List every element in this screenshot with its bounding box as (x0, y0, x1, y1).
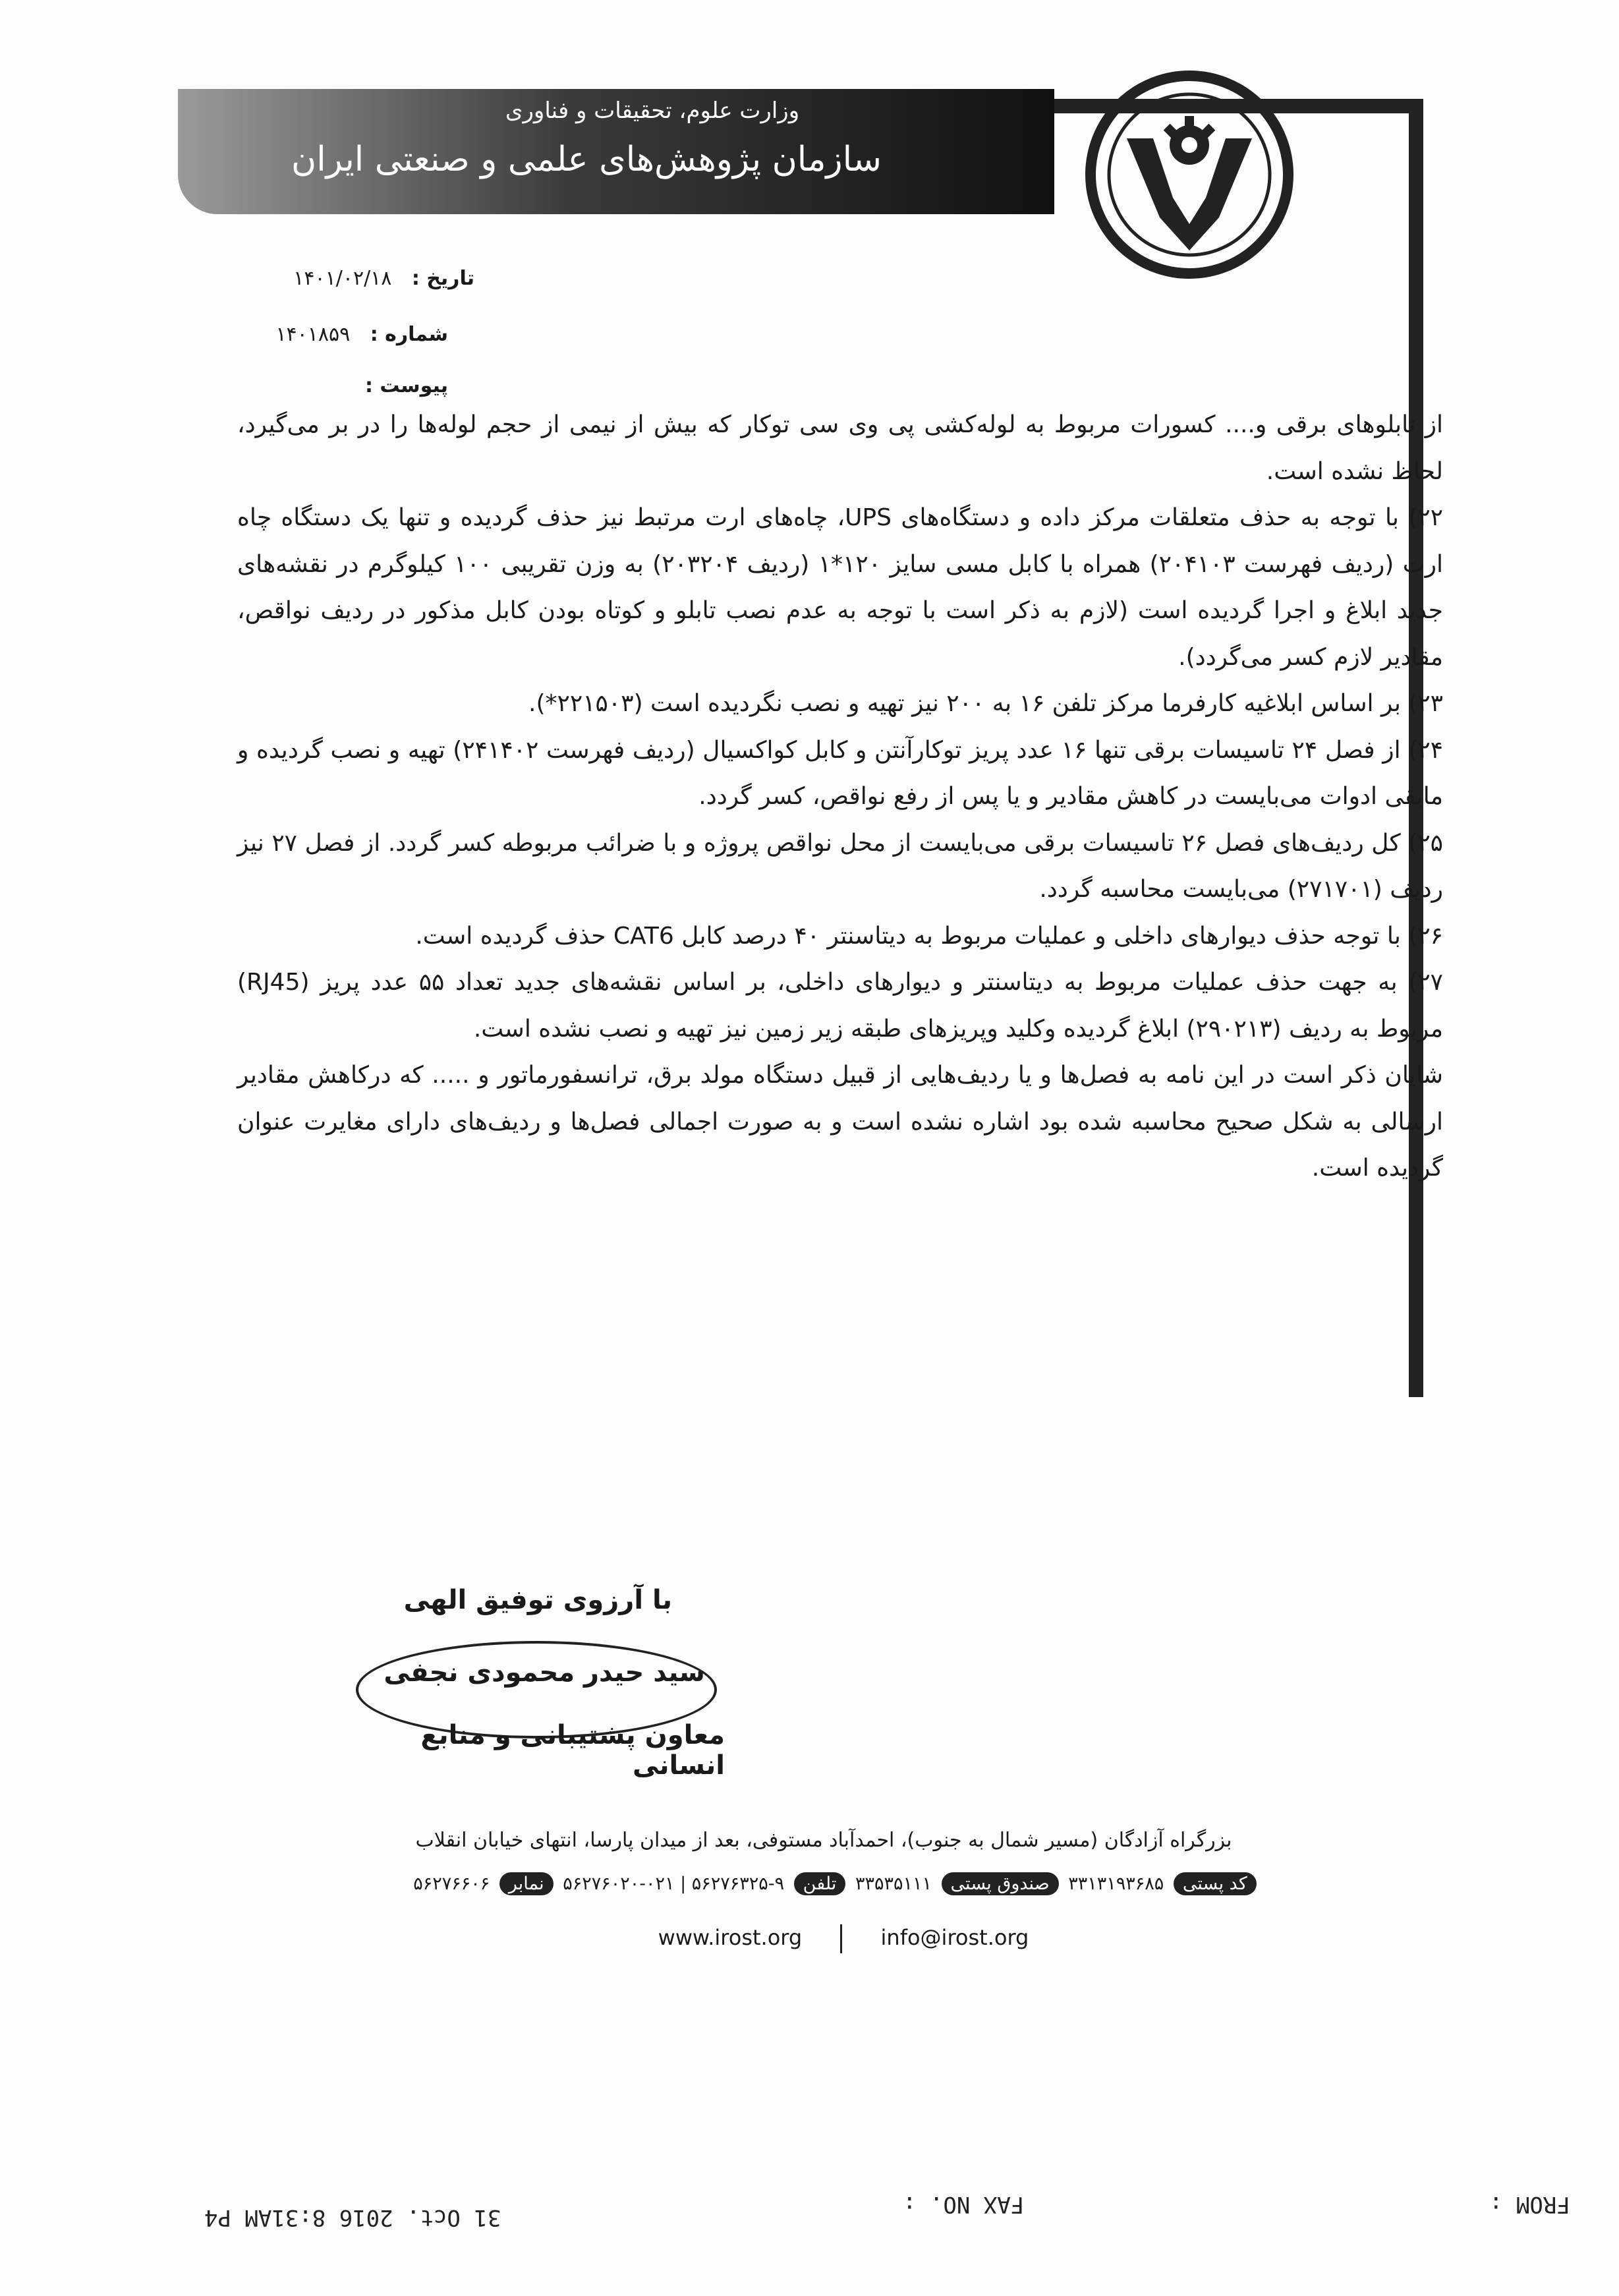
letter-body (237, 402, 1443, 1265)
irost-logo (1081, 66, 1298, 283)
closing-text: با آرزوی توفیق الهی (403, 1585, 672, 1615)
body-paragraph: ۲۳) بر اساس ابلاغیه کارفرما مرکز تلفن ۱۶ به ۲۰۰ نیز تهیه و نصب نگردیده است (۲۲۱۵۰۳*). (528, 690, 1443, 717)
fax-value: ۵۶۲۷۶۶۰۶ (413, 1874, 490, 1894)
body-paragraph: ۲۲) با توجه به حذف متعلقات مرکز داده و دستگاه‌های UPS، چاه‌های ارت مرتبط نیز حذف گردیده و تنها یک دستگاه چاه ارت (ردیف فهرست ۲۰۴۱۰۳) همراه با کابل مسی سایز ۱۲۰*۱ (ردیف ۲۰۳۲۰۴) به وزن تقریبی ۱۰۰ کیلوگرم در نقشه‌های جدید ابلاغ و اجرا گردیده است (لازم به ذکر است با توجه به عدم نصب تابلو و کوتاه بودن کابل مذکور در ردیف نواقص، مقادیر لازم کسر می‌گردد). (237, 504, 1444, 671)
body-paragraph: شایان ذکر است در این نامه به فصل‌ها و یا ردیف‌هایی از قبیل دستگاه مولد برق، ترانسفورماتور و ..... که درکاهش مقادیر ارسالی به شکل صحیح محاسبه شده بود اشاره نشده است و به صورت اجمالی فصل‌ها و ردیف‌های دارای مغایرت عنوان گردیده است. (237, 1062, 1443, 1182)
body-paragraph: ۲۵) کل ردیف‌های فصل ۲۶ تاسیسات برقی می‌بایست از محل نواقص پروژه و با ضرائب مربوطه کسر گردد. از فصل ۲۷ نیز ردیف (۲۷۱۷۰۱) می‌بایست محاسبه گردد. (237, 829, 1443, 903)
email-link[interactable]: info@irost.org (880, 1925, 1029, 1950)
signatory-title: معاون پشتیبانی و منابع انسانی (420, 1720, 725, 1781)
body-paragraph: از تابلوهای برقی و.... کسورات مربوط به لوله‌کشی پی وی سی توکار که بیش از نیمی از حجم لوله‌ها را در بر می‌گیرد، لحاظ نشده است. (237, 411, 1443, 485)
attachment-label: پیوست : (364, 374, 448, 397)
fax-timestamp: 31 Oct. 2016 8:31AM P4 (204, 2204, 501, 2231)
number-row (198, 323, 448, 346)
fax-from: FROM : (1489, 2191, 1570, 2218)
footer-address: بزرگراه آزادگان (مسیر شمال به جنوب)، احمدآباد مستوفی، بعد از میدان پارسا، انتهای خیابان انقلاب (415, 1829, 1232, 1852)
ministry-name: وزارت علوم، تحقیقات و فناوری (505, 98, 800, 124)
postal-label: کد پستی (1174, 1872, 1257, 1895)
fax-number: FAX NO. : (903, 2191, 1025, 2218)
fax-label: نمابر (499, 1872, 554, 1895)
date-row (198, 267, 474, 290)
phone-label: تلفن (794, 1872, 846, 1895)
pobox-value: ۳۳۵۳۵۱۱۱ (855, 1874, 932, 1894)
footer-separator (840, 1924, 842, 1953)
organization-name: سازمان پژوهش‌های علمی و صنعتی ایران (291, 140, 882, 179)
date-label: تاریخ : (411, 267, 474, 290)
footer-web-row (593, 1924, 1094, 1964)
date-value: ۱۴۰۱/۰۲/۱۸ (293, 267, 392, 290)
body-paragraph: ۲۶) با توجه حذف دیوارهای داخلی و عملیات مربوط به دیتاسنتر ۴۰ درصد کابل CAT6 حذف گردیده است. (415, 922, 1443, 950)
signatory-name: سید حیدر محمودی نجفی (383, 1657, 705, 1688)
postal-value: ۳۳۱۳۱۹۳۶۸۵ (1068, 1874, 1164, 1894)
number-value: ۱۴۰۱۸۵۹ (275, 323, 351, 346)
body-paragraph: ۲۴) از فصل ۲۴ تاسیسات برقی تنها ۱۶ عدد پریز توکارآنتن و کابل کواکسیال (ردیف فهرست ۲۴۱۴۰۲) تهیه و نصب گردیده و مابقی ادوات می‌بایست در کاهش مقادیر و یا پس از رفع نواقص، کسر گردد. (237, 736, 1444, 810)
body-paragraph: ۲۷) به جهت حذف عملیات مربوط به دیتاسنتر و دیوارهای داخلی، بر اساس نقشه‌های جدید تعداد ۵۵ عدد پریز (RJ45) مربوط به ردیف (۲۹۰۲۱۳) ابلاغ گردیده وکلید وپریزهای طبقه زیر زمین نیز تهیه و نصب نشده است. (237, 969, 1443, 1043)
phone-value: ۹-۵۶۲۷۶۳۲۵ | ۰۲۱-۵۶۲۷۶۰۲۰ (563, 1874, 785, 1894)
footer-contact-row (369, 1874, 1305, 1907)
pobox-label: صندوق پستی (942, 1872, 1059, 1895)
website-link[interactable]: www.irost.org (658, 1925, 803, 1950)
number-label: شماره : (370, 323, 448, 346)
attachment-row (198, 374, 448, 397)
